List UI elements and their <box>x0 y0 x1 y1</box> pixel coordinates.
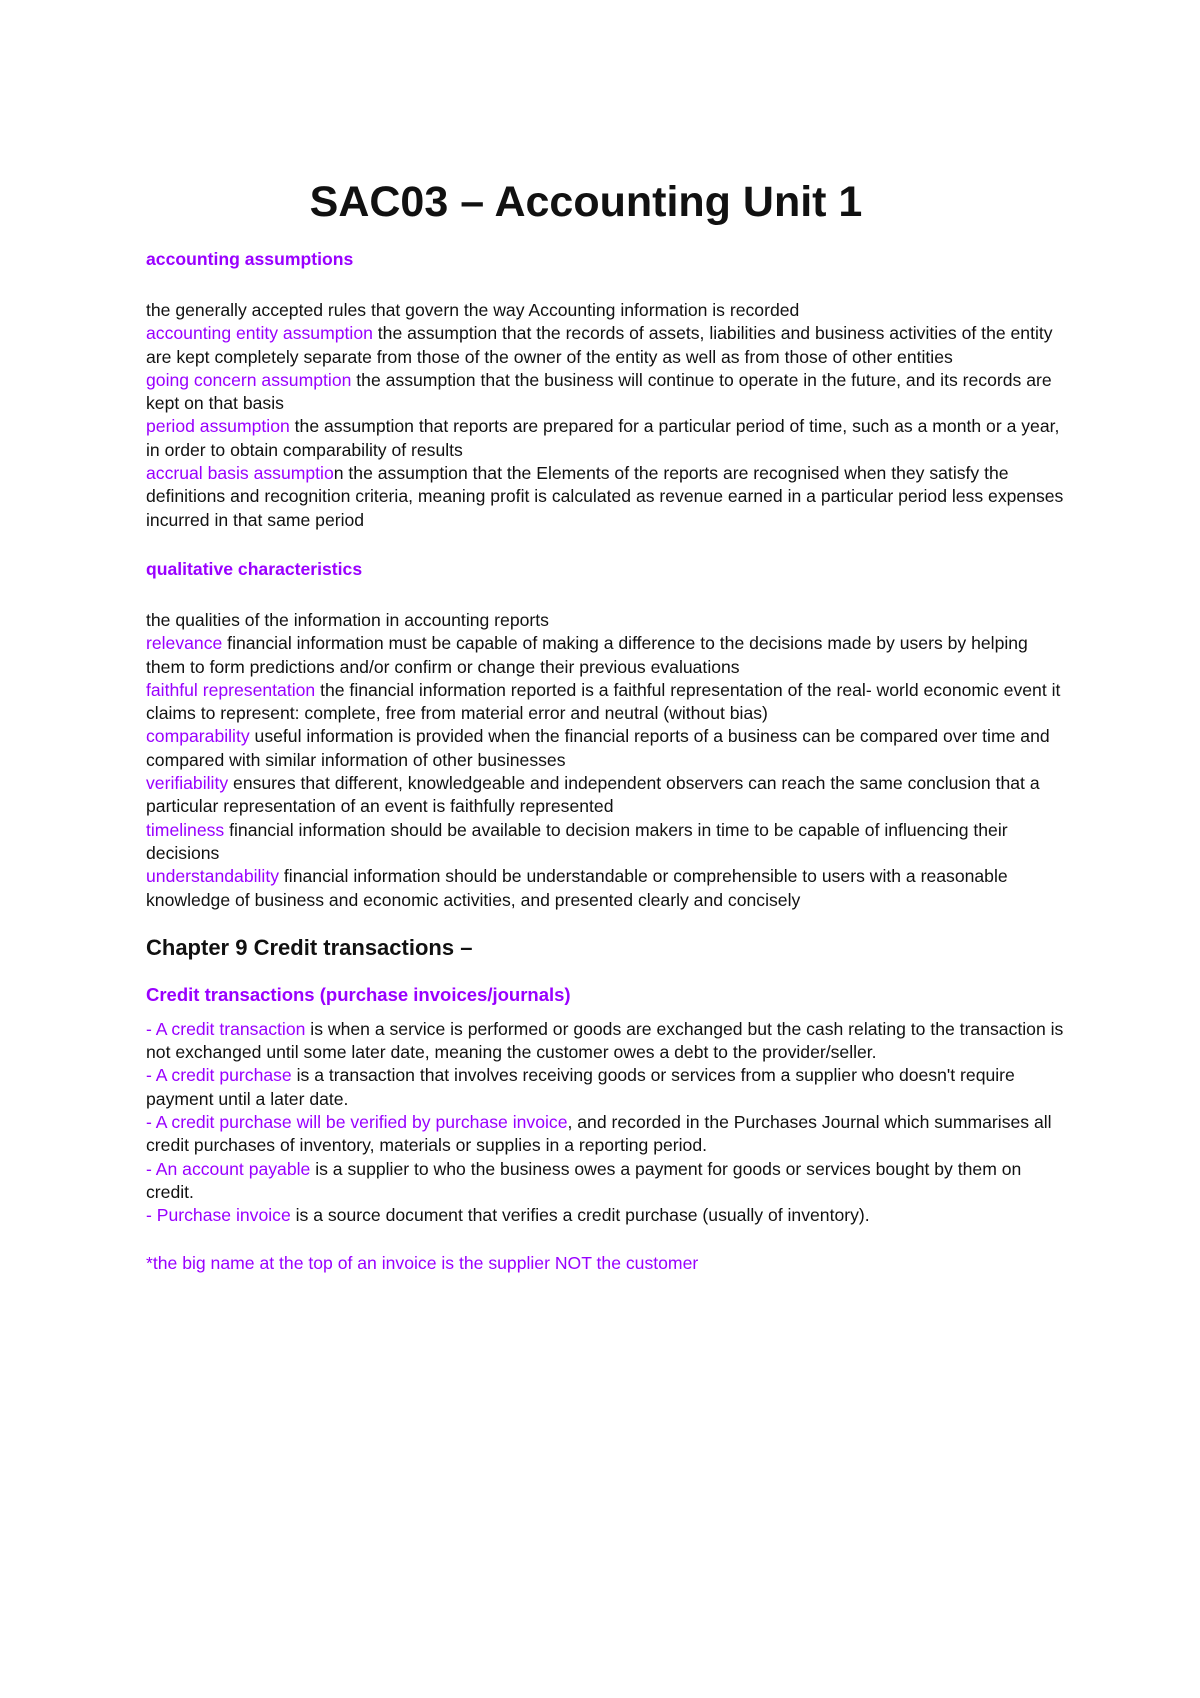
definition-verifiability <box>146 772 1066 819</box>
definition-term: faithful representation <box>146 679 316 700</box>
definition-accounting-entity <box>146 322 1066 369</box>
invoice-note: *the big name at the top of an invoice is the supplier NOT the customer <box>146 1252 699 1273</box>
definition-term: period assumption <box>146 416 290 437</box>
chapter-heading: Chapter 9 Credit transactions – <box>146 934 473 960</box>
definition-text: the assumption that the business will continue to operate in the future, and its records are kept on that basis <box>146 369 1052 414</box>
credit-text: is a source document that verifies a credit purchase (usually of inventory). <box>290 1205 870 1226</box>
definition-going-concern <box>146 369 1066 416</box>
definition-faithful-representation <box>146 679 1066 726</box>
definition-term: accounting entity assumption <box>146 323 373 344</box>
definition-period <box>146 415 1066 462</box>
credit-item <box>146 1064 1066 1111</box>
definition-text: useful information is provided when the financial reports of a business can be compared over time and compared with similar information of other businesses <box>146 726 1050 770</box>
definition-term: comparability <box>146 726 250 747</box>
definition-text: financial information should be understandable or comprehensible to users with a reasonable knowledge of business and economic activities, and presented clearly and concisely <box>146 866 1008 910</box>
definition-text: financial information should be available to decision makers in time to be capable of influencing their decisions <box>146 819 1008 863</box>
credit-text: , and recorded in the Purchases Journal which summarises all credit purchases of inventory, materials or supplies in a reporting period. <box>146 1112 1052 1156</box>
document-content <box>146 176 1066 1275</box>
credit-term: - An account payable <box>146 1158 311 1179</box>
definition-understandability <box>146 865 1066 912</box>
credit-text: is when a service is performed or goods are exchanged but the cash relating to the transaction is not exchanged until some later date, meaning the customer owes a debt to the provider/seller. <box>146 1018 1064 1063</box>
definition-term: timeliness <box>146 819 225 840</box>
definition-text: the assumption that reports are prepared for a particular period of time, such as a month or a year, in order to obtain comparability of results <box>146 416 1060 460</box>
assumptions-heading: accounting assumptions <box>146 249 354 269</box>
definition-term: accrual basis assumptio <box>146 463 334 484</box>
credit-text: is a supplier to who the business owes a payment for goods or services bought by them on credit. <box>146 1158 1022 1202</box>
definition-term: verifiability <box>146 773 229 794</box>
definition-accrual-basis <box>146 462 1066 532</box>
spacer <box>146 532 1066 558</box>
definition-term: going concern assumption <box>146 369 352 390</box>
document-title: SAC03 – Accounting Unit 1 <box>309 178 863 226</box>
credit-item <box>146 1018 1066 1065</box>
qualitative-intro: the qualities of the information in accounting reports <box>146 609 549 630</box>
qualitative-heading: qualitative characteristics <box>146 558 363 579</box>
credit-term: - A credit purchase will be verified by purchase invoice <box>146 1112 568 1133</box>
credit-item <box>146 1204 1066 1227</box>
credit-item <box>146 1111 1066 1158</box>
assumptions-intro: the generally accepted rules that govern the way Accounting information is recorded <box>146 300 800 320</box>
definition-text: the assumption that the records of assets, liabilities and business activities of the entity are kept completely separate from those of the owner of the entity as well as from those of other entities <box>146 323 1053 367</box>
credit-item <box>146 1158 1066 1205</box>
definition-timeliness <box>146 819 1066 866</box>
credit-text: is a transaction that involves receiving goods or services from a supplier who doesn't require payment until a later date. <box>146 1065 1015 1109</box>
definition-relevance <box>146 632 1066 679</box>
definition-text: ensures that different, knowledgeable and independent observers can reach the same conclusion that a particular representation of an event is faithfully represented <box>146 773 1040 817</box>
credit-term: - A credit transaction <box>146 1018 306 1039</box>
definition-text: financial information must be capable of making a difference to the decisions made by users by helping them to form predictions and/or confirm or change their previous evaluations <box>146 633 1028 677</box>
credit-term: - A credit purchase <box>146 1065 292 1086</box>
credit-term: - Purchase invoice <box>146 1205 291 1226</box>
definition-comparability <box>146 725 1066 772</box>
definition-term: understandability <box>146 866 280 887</box>
chapter-subheading: Credit transactions (purchase invoices/journals) <box>146 983 571 1005</box>
definition-text: n the assumption that the Elements of the reports are recognised when they satisfy the definitions and recognition criteria, meaning profit is calculated as revenue earned in a particular period less expenses incurred in that same period <box>146 463 1064 530</box>
definition-term: relevance <box>146 633 223 654</box>
definition-text: the financial information reported is a faithful representation of the real- world economic event it claims to represent: complete, free from material error and neutral (without bias) <box>146 679 1061 724</box>
